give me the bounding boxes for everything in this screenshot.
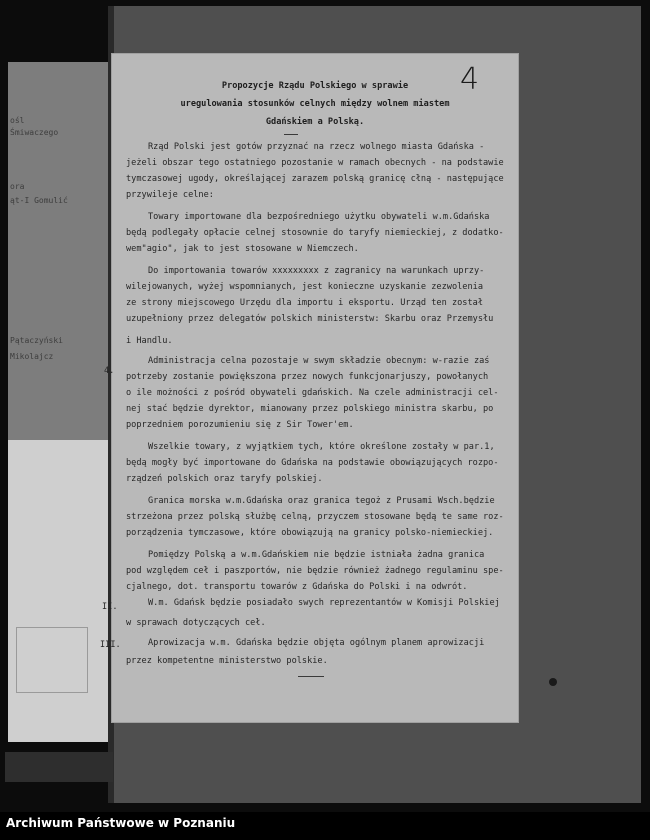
margin-number: III. [100, 640, 121, 650]
title-rule [284, 134, 298, 135]
margin-number: 4. [104, 366, 115, 376]
side-fragment: ąt-I Gomulić [10, 196, 68, 205]
body-line: poprzedniem porozumieniu się z Sir Tower'em. [126, 420, 354, 430]
bottom-strip [5, 752, 113, 782]
body-line: nej stać będzie dyrektor, mianowany przez polskiego ministra skarbu, po [126, 404, 494, 414]
body-line: jeżeli obszar tego ostatniego pozostanie w ramach obecnych - na podstawie [126, 158, 504, 168]
sheet-number: 4 [460, 62, 480, 97]
body-line: Administracja celna pozostaje w swym składzie obecnym: w-razie zaś [148, 356, 490, 366]
body-line: wem"agio", jak to jest stosowane w Niemczech. [126, 244, 359, 254]
body-line: Pomiędzy Polską a w.m.Gdańskiem nie będzie istniała żadna granica [148, 550, 485, 560]
body-line: i Handlu. [126, 336, 173, 346]
margin-number: II. [102, 602, 118, 612]
side-fragment: ora [10, 182, 25, 191]
body-line: porządzenia tymczasowe, które obowiązują na granicy polsko-niemieckiej. [126, 528, 494, 538]
closing-rule [298, 676, 324, 677]
body-line: Wszelkie towary, z wyjątkiem tych, które określone zostały w par.1, [148, 442, 495, 452]
body-line: przywileje celne: [126, 190, 214, 200]
body-line: uzupełniony przez delegatów polskich ministerstw: Skarbu oraz Przemysłu [126, 314, 494, 324]
document-page [100, 54, 518, 722]
body-line: Rząd Polski jest gotów przyznać na rzecz wolnego miasta Gdańska - [148, 142, 485, 152]
body-line: strzeżona przez polską służbę celną, przyczem stosowane będą te same roz- [126, 512, 504, 522]
ink-spot [549, 678, 557, 686]
side-fragment: Pątaczyński [10, 336, 63, 345]
body-line: w sprawach dotyczących ceł. [126, 618, 266, 628]
body-line: Aprowizacja w.m. Gdańska będzie objęta ogólnym planem aprowizacji [148, 638, 485, 648]
body-line: pod względem ceł i paszportów, nie będzie również żadnego regulaminu spe- [126, 566, 504, 576]
title-line: Propozycje Rządu Polskiego w sprawie [221, 81, 409, 91]
archive-footer [0, 812, 650, 840]
body-line: W.m. Gdańsk będzie posiadało swych reprezentantów w Komisji Polskiej [148, 598, 500, 608]
body-line: będą mogły być importowane do Gdańska na podstawie obowiązujących rozpo- [126, 458, 499, 468]
side-fragment: Śmiwaczego [10, 128, 59, 137]
body-line: rządzeń polskich oraz taryfy polskiej. [126, 474, 323, 484]
body-line: wilejowanych, wyżej wspomnianych, jest konieczne uzyskanie zezwolenia [126, 282, 483, 292]
side-document-sheet [8, 62, 108, 742]
body-line: Do importowania towarów xxxxxxxxx z zagranicy na warunkach uprzy- [148, 266, 485, 276]
body-line: Towary importowane dla bezpośredniego użytku obywateli w.m.Gdańska [148, 212, 490, 222]
body-line: będą podlegały opłacie celnej stosownie do taryfy niemieckiej, z dodatko- [126, 228, 504, 238]
body-line: potrzeby zostanie powiększona przez nowych funkcjonarjuszy, powołanych [126, 372, 489, 382]
body-line: tymczasowej ugody, określającej zarazem polską granicę cłną - następujące [126, 174, 504, 184]
title-line: Gdańskiem a Polską. [265, 117, 365, 127]
side-fragment: ośl [10, 116, 25, 125]
body-line: przez kompetentne ministerstwo polskie. [126, 656, 328, 666]
side-sheet-lower-section [8, 440, 108, 742]
side-fragment: Mikolajcz [10, 352, 54, 361]
body-line: Granica morska w.m.Gdańska oraz granica tegoż z Prusami Wsch.będzie [148, 496, 495, 506]
body-line: cjalnego, dot. transportu towarów z Gdańska do Polski i na odwrót. [126, 582, 468, 592]
body-line: o ile możności z pośród obywateli gdańskich. Na czele administracji cel- [126, 388, 499, 398]
archive-name: Archiwum Państwowe w Poznaniu [6, 816, 236, 830]
title-line: uregulowania stosunków celnych między wolnem miastem [180, 99, 450, 109]
body-line: ze strony miejscowego Urzędu dla importu i eksportu. Urząd ten został [126, 298, 483, 308]
side-sheet-box [16, 627, 88, 693]
